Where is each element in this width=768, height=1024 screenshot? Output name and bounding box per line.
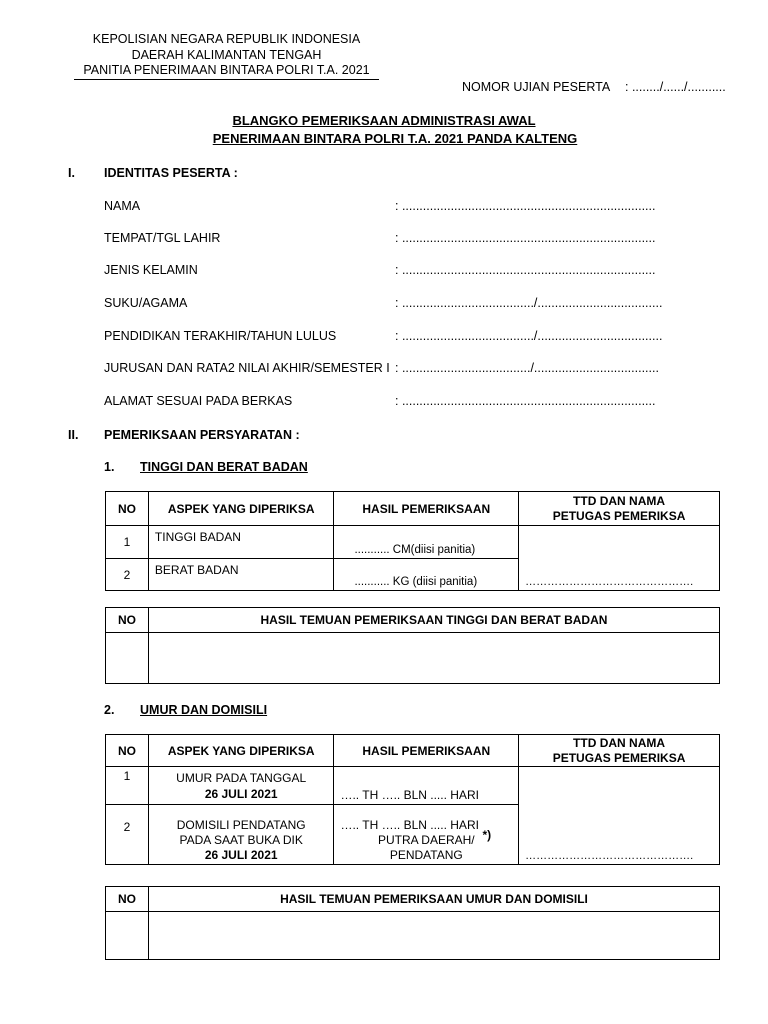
row-aspek: BERAT BADAN (148, 559, 334, 591)
row-hasil[interactable]: ........... CM(diisi panitia) (334, 526, 519, 559)
col-no: NO (106, 492, 149, 526)
col-ttd-line-2: PETUGAS PEMERIKSA (552, 508, 686, 523)
table-header-row (106, 608, 720, 633)
row-hasil-line-3: PENDATANG (389, 848, 463, 862)
row-aspek (148, 767, 334, 805)
findings-text-cell[interactable] (148, 633, 719, 684)
row-aspek-line-2: PADA SAAT BUKA DIK (179, 833, 303, 847)
row-no: 2 (106, 805, 149, 865)
row-aspek-line-1: DOMISILI PENDATANG (176, 818, 306, 832)
age-domicile-table (105, 734, 720, 865)
table-header-row (106, 887, 720, 912)
col-ttd-line-2: PETUGAS PEMERIKSA (552, 750, 686, 765)
section-2-heading: PEMERIKSAAN PERSYARATAN : (104, 428, 300, 442)
col-ttd-line-1: TTD DAN NAMA (573, 735, 666, 750)
col-no: NO (106, 735, 149, 767)
section-1-number: I. (68, 166, 75, 180)
table-row (106, 767, 720, 805)
height-weight-findings-table (105, 607, 720, 684)
row-aspek (148, 805, 334, 865)
col-hasil: HASIL PEMERIKSAAN (334, 492, 519, 526)
subsection-1-number: 1. (104, 460, 115, 474)
row-aspek-date: 26 JULI 2021 (204, 786, 278, 801)
subsection-2-number: 2. (104, 703, 115, 717)
col-ttd-line-1: TTD DAN NAMA (573, 493, 666, 508)
col-hasil: HASIL PEMERIKSAAN (334, 735, 519, 767)
row-hasil-line-2: PUTRA DAERAH/ (377, 833, 475, 847)
table-header-row (106, 492, 720, 526)
row-aspek: TINGGI BADAN (148, 526, 334, 559)
table-header-row (106, 735, 720, 767)
field-value-jenis-kelamin[interactable]: : ......................................................................... (395, 263, 656, 277)
subsection-2-heading: UMUR DAN DOMISILI (140, 703, 268, 717)
col-ttd (519, 735, 720, 767)
field-label-pendidikan: PENDIDIKAN TERAKHIR/TAHUN LULUS (104, 329, 337, 343)
height-weight-table (105, 491, 720, 591)
letterhead-line-2: DAERAH KALIMANTAN TENGAH (131, 47, 322, 62)
field-value-nama[interactable]: : ......................................................................... (395, 199, 656, 213)
letterhead (74, 32, 379, 80)
field-label-nama: NAMA (104, 199, 141, 213)
exam-number-label: NOMOR UJIAN PESERTA (462, 80, 611, 94)
findings-text-cell[interactable] (148, 912, 719, 960)
findings-col-heading: HASIL TEMUAN PEMERIKSAAN TINGGI DAN BERAT BADAN (148, 608, 719, 633)
row-no: 1 (106, 526, 149, 559)
footnote-mark: *) (482, 828, 492, 842)
table-row (106, 912, 720, 960)
col-aspek: ASPEK YANG DIPERIKSA (148, 735, 334, 767)
form-title-line-2: PENERIMAAN BINTARA POLRI T.A. 2021 PANDA KALTENG (212, 131, 578, 146)
field-label-alamat: ALAMAT SESUAI PADA BERKAS (104, 394, 293, 408)
row-hasil[interactable]: ….. TH ….. BLN ..... HARI (334, 767, 519, 805)
table-row (106, 633, 720, 684)
findings-no-cell[interactable] (106, 633, 149, 684)
field-value-alamat[interactable]: : ......................................................................... (395, 394, 656, 408)
letterhead-line-1: KEPOLISIAN NEGARA REPUBLIK INDONESIA (92, 32, 361, 46)
row-aspek-line-1: UMUR PADA TANGGAL (176, 770, 307, 785)
row-aspek-date: 26 JULI 2021 (204, 848, 278, 862)
row-no: 1 (106, 767, 149, 805)
subsection-1-heading: TINGGI DAN BERAT BADAN (140, 460, 308, 474)
row-hasil[interactable] (334, 805, 519, 865)
table-row (106, 526, 720, 559)
row-hasil[interactable]: ........... KG (diisi panitia) (334, 559, 519, 591)
letterhead-line-3: PANITIA PENERIMAAN BINTARA POLRI T.A. 2021 (74, 63, 379, 80)
row-hasil-line-1: ….. TH ….. BLN ..... HARI (340, 818, 479, 832)
signature-cell[interactable]: ………………………………………. (519, 526, 720, 591)
field-value-tempat-tgl-lahir[interactable]: : ......................................................................... (395, 231, 656, 245)
col-ttd (519, 492, 720, 526)
exam-number-value[interactable]: : ......../....../........... (625, 80, 726, 94)
signature-cell[interactable]: ………………………………………. (519, 767, 720, 865)
section-2-number: II. (68, 428, 79, 442)
findings-col-no: NO (106, 887, 149, 912)
findings-col-no: NO (106, 608, 149, 633)
findings-no-cell[interactable] (106, 912, 149, 960)
col-aspek: ASPEK YANG DIPERIKSA (148, 492, 334, 526)
form-title-line-1: BLANGKO PEMERIKSAAN ADMINISTRASI AWAL (232, 113, 536, 128)
field-value-suku-agama[interactable]: : ....................................../.................................... (395, 296, 663, 310)
findings-col-heading: HASIL TEMUAN PEMERIKSAAN UMUR DAN DOMISILI (148, 887, 719, 912)
field-label-jenis-kelamin: JENIS KELAMIN (104, 263, 198, 277)
section-1-heading: IDENTITAS PESERTA : (104, 166, 238, 180)
age-domicile-findings-table (105, 886, 720, 960)
field-value-jurusan[interactable]: : ...................................../.................................... (395, 361, 659, 375)
row-no: 2 (106, 559, 149, 591)
field-label-tempat-tgl-lahir: TEMPAT/TGL LAHIR (104, 231, 221, 245)
field-value-pendidikan[interactable]: : ....................................../.................................... (395, 329, 663, 343)
field-label-suku-agama: SUKU/AGAMA (104, 296, 188, 310)
field-label-jurusan: JURUSAN DAN RATA2 NILAI AKHIR/SEMESTER I (104, 361, 390, 375)
